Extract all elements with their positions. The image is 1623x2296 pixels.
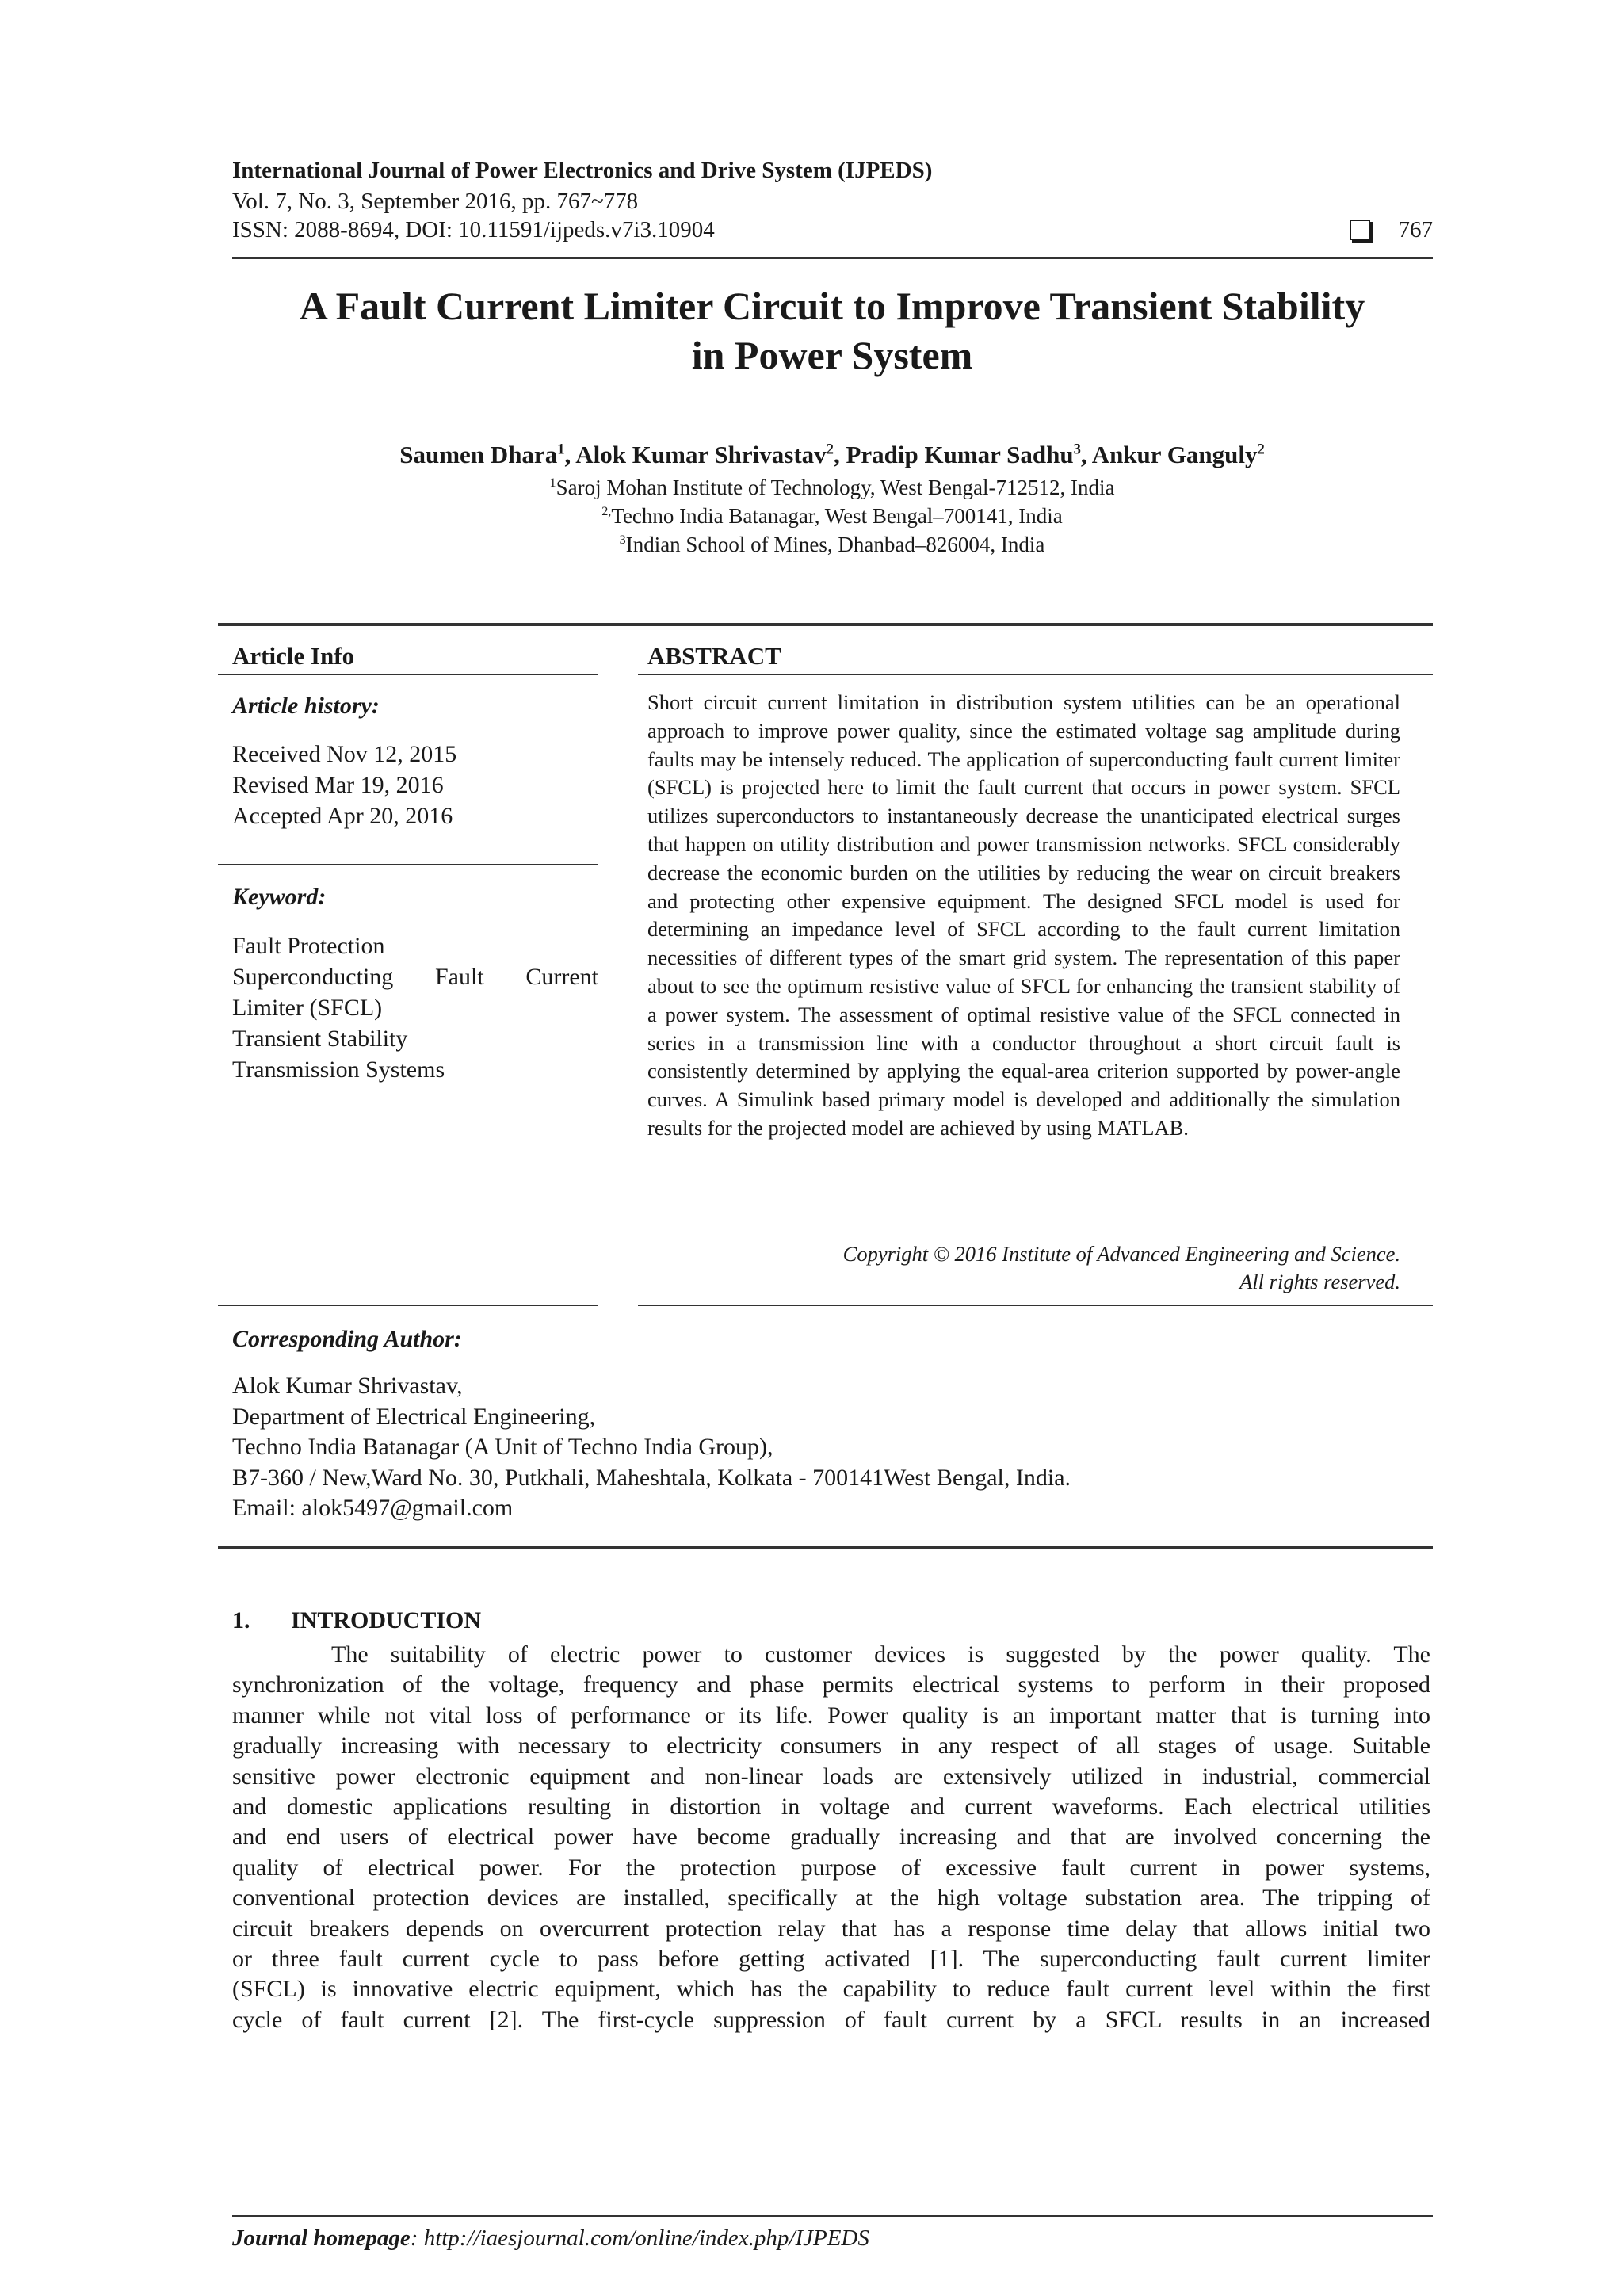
department-line: Department of Electrical Engineering, [232, 1403, 596, 1430]
info-bottom-rule-right [638, 1305, 1433, 1306]
affiliation [158, 502, 1506, 529]
section-number: 1. [232, 1607, 250, 1633]
affiliation-sup: 1 [549, 476, 556, 490]
received-date: Received Nov 12, 2015 [232, 741, 457, 767]
body-line: sensitive power electronic equipment and non-linear loads are extensively utilized in industrial, commercial [232, 1763, 1430, 1790]
address-line: B7-360 / New,Ward No. 30, Putkhali, Maheshtala, Kolkata - 700141West Bengal, India. [232, 1464, 1071, 1491]
keyword-heading: Keyword: [232, 884, 327, 910]
abstract-text: Short circuit current limitation in distribution system utilities can be an operational approach to improve power quality, since the estimated voltage sag amplitude during faults may be intensely reduced. The application of superconducting fault current limiter (SFCL) is projected here to limit the fault current that occurs in power system. SFCL utilizes superconductors to instantaneously decrease the unanticipated electrical surges that happen on utility distribution and power transmission networks. SFCL considerably decrease the economic burden on the utilities by reducing the wear on circuit breakers and protecting other expensive equipment. The designed SFCL model is used for determining an impedance level of SFCL according to the fault current limitation necessities of different types of the smart grid system. The representation of this paper about to see the optimum resistive value of SFCL for enhancing the transient stability of a power system. The assessment of optimal resistive value of the SFCL connected in series in a transmission line with a conductor throughout a short circuit fault is consistently determined by applying the equal-area criterion supported by power-angle curves. A Simulink based primary model is developed and additionally the simulation results for the projected model are achieved by using MATLAB. [647, 690, 1400, 1140]
footer-rule [232, 2215, 1433, 2217]
keyword-list [232, 930, 598, 1085]
author-affil-sup: 2 [826, 441, 834, 458]
affiliation-sup: 2, [601, 504, 612, 518]
paper-title-line-2: in Power System [691, 333, 973, 377]
corresponding-author-heading: Corresponding Author: [232, 1326, 462, 1352]
article-history-heading: Article history: [232, 693, 380, 719]
abstract-heading: ABSTRACT [647, 642, 781, 670]
author-separator: , [564, 441, 576, 468]
info-bottom-rule-left [218, 1305, 598, 1306]
author-affil-sup: 3 [1073, 441, 1081, 458]
abstract-rule [638, 674, 1433, 675]
body-line: cycle of fault current [2]. The first-cycle suppression of fault current by a SFCL results in an increased [232, 2006, 1430, 2033]
email-line: Email: alok5497@gmail.com [232, 1495, 514, 1521]
header-rule [232, 257, 1433, 259]
body-line: and end users of electrical power have become gradually increasing and that are involved concerning the [232, 1824, 1430, 1851]
affiliation-sup: 3 [619, 533, 626, 547]
author-affil-sup: 1 [557, 441, 565, 458]
body-line: conventional protection devices are installed, specifically at the high voltage substation area. The tripping of [232, 1885, 1430, 1912]
paper-title-line-1: A Fault Current Limiter Circuit to Improve Transient Stability [299, 284, 1365, 328]
page-number: 767 [1398, 217, 1433, 243]
journal-name: International Journal of Power Electronics and Drive System (IJPEDS) [232, 158, 933, 183]
institution-line: Techno India Batanagar (A Unit of Techno India Group), [232, 1434, 773, 1460]
homepage-label: Journal homepage [232, 2225, 411, 2251]
keyword-item: Limiter (SFCL) [232, 995, 383, 1021]
accepted-date: Accepted Apr 20, 2016 [232, 803, 453, 829]
author-separator: , [1080, 441, 1092, 468]
body-line: manner while not vital loss of performance or its life. Power quality is an important matter that is turning into [232, 1702, 1430, 1729]
history-rule [218, 864, 598, 865]
corresponding-author-details [232, 1371, 1071, 1524]
body-line: quality of electrical power. For the protection purpose of excessive fault current in power systems, [232, 1854, 1430, 1881]
introduction-heading [232, 1607, 481, 1634]
page-marker [1350, 216, 1434, 243]
affiliation-text: Saroj Mohan Institute of Technology, West Bengal-712512, India [556, 476, 1115, 499]
rights-line: All rights reserved. [1239, 1270, 1400, 1293]
corresponding-bottom-rule [218, 1546, 1433, 1549]
info-top-rule [218, 623, 1433, 626]
homepage-url[interactable]: : http://iaesjournal.com/online/index.php/IJPEDS [410, 2225, 869, 2251]
author-list [158, 441, 1506, 469]
body-line: gradually increasing with necessary to electricity consumers in any respect of all stages of usage. Suitable [232, 1733, 1430, 1759]
author-name: Pradip Kumar Sadhu [846, 441, 1074, 468]
keyword-item: Fault Protection [232, 933, 385, 959]
affiliation-text: Techno India Batanagar, West Bengal–700141, India [611, 504, 1063, 528]
keyword-item: Transmission Systems [232, 1056, 445, 1083]
body-line: (SFCL) is innovative electric equipment, which has the capability to reduce fault current level within the first [232, 1976, 1430, 2003]
journal-homepage [232, 2225, 869, 2252]
copyright-line: Copyright © 2016 Institute of Advanced Engineering and Science. [842, 1242, 1400, 1266]
body-line: and domestic applications resulting in distortion in voltage and current waveforms. Each electrical utilities [232, 1793, 1430, 1820]
author-name: Alok Kumar Shrivastav [575, 441, 827, 468]
author-separator: , [833, 441, 846, 468]
introduction-body [232, 1640, 1430, 2035]
journal-issn-line [232, 216, 1433, 243]
author-affil-sup: 2 [1257, 441, 1265, 458]
article-info-heading: Article Info [232, 642, 355, 670]
affiliation [158, 531, 1506, 558]
affiliation-text: Indian School of Mines, Dhanbad–826004, India [625, 533, 1045, 556]
copyright-notice [647, 1240, 1400, 1296]
journal-volume: Vol. 7, No. 3, September 2016, pp. 767~778 [232, 189, 639, 214]
body-line: circuit breakers depends on overcurrent protection relay that has a response time delay that allows initial two [232, 1915, 1430, 1942]
author-name: Saumen Dhara [399, 441, 558, 468]
article-history [232, 739, 598, 831]
author-name: Ankur Ganguly [1091, 441, 1258, 468]
revised-date: Revised Mar 19, 2016 [232, 772, 444, 798]
section-title: INTRODUCTION [291, 1607, 482, 1633]
keyword-item: Transient Stability [232, 1026, 408, 1052]
author-name-line: Alok Kumar Shrivastav, [232, 1373, 463, 1399]
affiliation [158, 474, 1506, 501]
keyword-item: Superconducting Fault Current [232, 964, 598, 990]
body-line: synchronization of the voltage, frequency and phase permits electrical systems to perform in their proposed [232, 1671, 1430, 1698]
checkbox-square-icon [1350, 220, 1370, 240]
article-info-rule [218, 674, 598, 675]
journal-issn: ISSN: 2088-8694, DOI: 10.11591/ijpeds.v7i3.10904 [232, 217, 715, 243]
paper-title [158, 281, 1506, 380]
body-line: or three fault current cycle to pass before getting activated [1]. The superconducting fault current limiter [232, 1945, 1430, 1972]
body-line: The suitability of electric power to customer devices is suggested by the power quality. The [331, 1641, 1430, 1668]
